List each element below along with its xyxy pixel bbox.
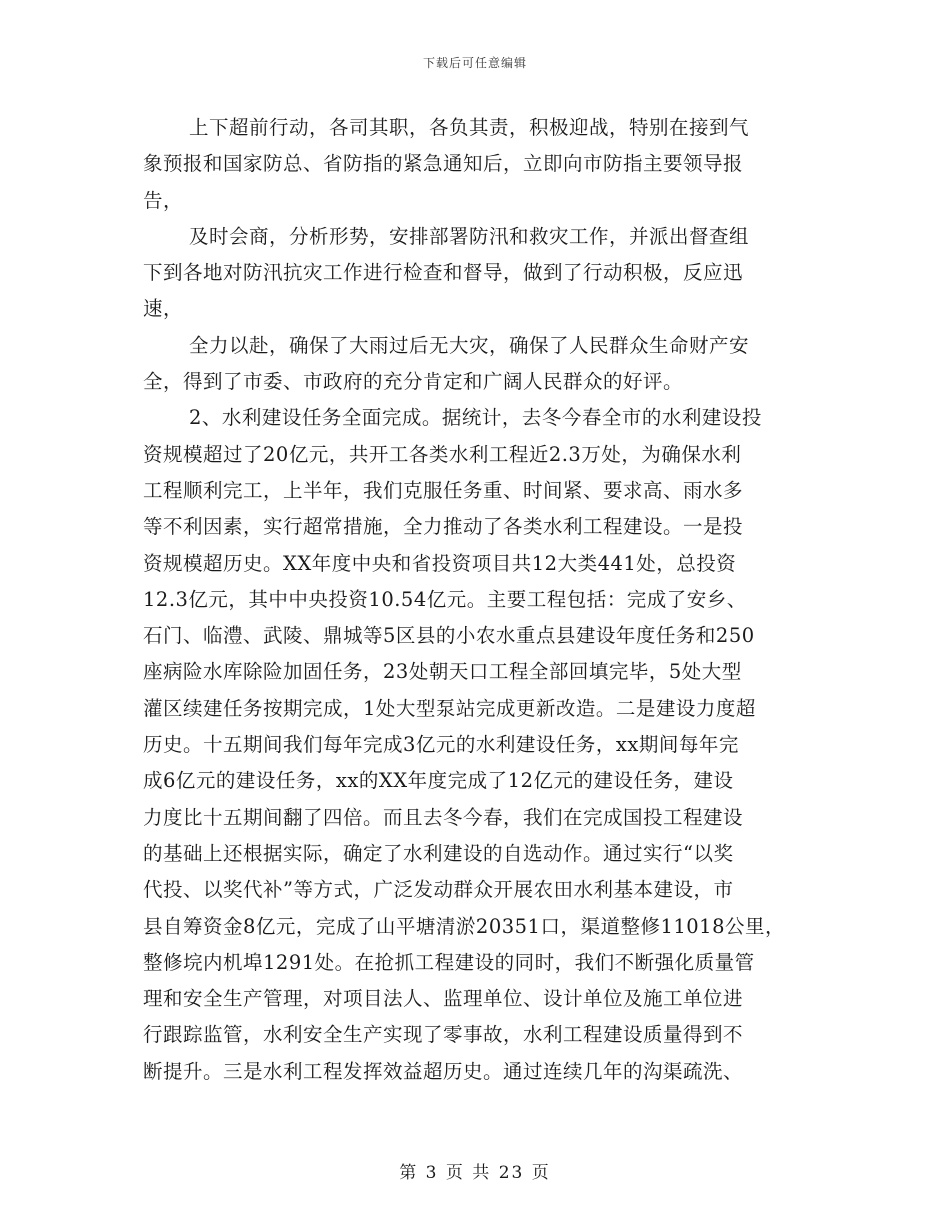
- text-line: 理和安全生产管理，对项目法人、监理单位、设计单位及施工单位进: [143, 987, 744, 1011]
- text-line: 力度比十五期间翻了四倍。而且去冬今春，我们在完成国投工程建设: [143, 805, 744, 829]
- text-line: 整修垸内机埠1291处。在抢抓工程建设的同时，我们不断强化质量管: [143, 950, 755, 974]
- text-line: 工程顺利完工，上半年，我们克服任务重、时间紧、要求高、雨水多: [143, 478, 744, 502]
- text-line: 石门、临澧、武陵、鼎城等5区县的小农水重点县建设年度任务和250: [143, 624, 755, 648]
- text-line: 历史。十五期间我们每年完成3亿元的水利建设任务，xx期间每年完: [143, 733, 739, 757]
- text-line: 等不利因素，实行超常措施，全力推动了各类水利工程建设。一是投: [143, 515, 744, 539]
- text-line: 成6亿元的建设任务，xx的XX年度完成了12亿元的建设任务，建设: [143, 769, 734, 793]
- text-line: 及时会商，分析形势，安排部署防汛和救灾工作，并派出督查组: [189, 224, 750, 248]
- text-line: 全，得到了市委、市政府的充分肯定和广阔人民群众的好评。: [143, 370, 684, 394]
- text-line: 速，: [143, 297, 184, 321]
- text-line: 12.3亿元，其中中央投资10.54亿元。主要工程包括：完成了安乡、: [143, 587, 747, 611]
- text-line: 县自筹资金8亿元，完成了山平塘清淤20351口，渠道整修11018公里，: [143, 914, 785, 938]
- text-line: 灌区续建任务按期完成，1处大型泵站完成更新改造。二是建设力度超: [143, 696, 756, 720]
- page-number-footer: 第 3 页 共 23 页: [399, 1163, 551, 1183]
- text-line: 下到各地对防汛抗灾工作进行检查和督导，做到了行动积极，反应迅: [143, 261, 744, 285]
- text-line: 象预报和国家防总、省防指的紧急通知后，立即向市防指主要领导报: [143, 152, 744, 176]
- text-line: 的基础上还根据实际，确定了水利建设的自选动作。通过实行“以奖: [143, 841, 734, 865]
- text-line: 资规模超过了20亿元，共开工各类水利工程近2.3万处，为确保水利: [143, 442, 742, 466]
- text-line: 告，: [143, 188, 184, 212]
- text-line: 断提升。三是水利工程发挥效益超历史。通过连续几年的沟渠疏洗、: [143, 1059, 744, 1083]
- text-line: 上下超前行动，各司其职，各负其责，积极迎战，特别在接到气: [189, 116, 750, 139]
- document-body: [143, 110, 808, 1090]
- text-line: 行跟踪监管，水利安全生产实现了零事故，水利工程建设质量得到不: [143, 1023, 744, 1047]
- page-header: 下载后可任意编辑: [422, 56, 527, 70]
- text-line: 2、水利建设任务全面完成。据统计，去冬今春全市的水利建设投: [189, 406, 762, 430]
- text-line: 资规模超历史。XX年度中央和省投资项目共12大类441处，总投资: [143, 551, 737, 575]
- text-line: 全力以赴，确保了大雨过后无大灾，确保了人民群众生命财产安: [189, 333, 750, 357]
- text-line: 座病险水库除险加固任务，23处朝天口工程全部回填完毕，5处大型: [143, 660, 742, 684]
- text-line: 代投、以奖代补”等方式，广泛发动群众开展农田水利基本建设，市: [143, 878, 734, 902]
